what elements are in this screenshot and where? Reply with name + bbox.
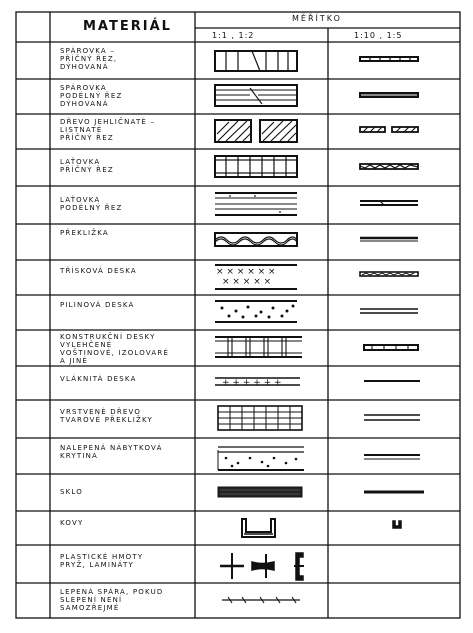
latovka-longitudinal-hatch-icon [215, 193, 418, 215]
material-label: PILINOVÁ DESKA [60, 301, 135, 309]
plywood-hatch-icon [215, 233, 418, 246]
material-label: PLASTICKÉ HMOTY PRYŽ, LAMINÁTY [60, 553, 144, 569]
material-label: DŘEVO JEHLIČNATÉ – LISTNATÉ PŘÍČNÝ ŘEZ [60, 118, 156, 142]
material-label: KONSTRUKČNÍ DESKY VYLEHČENÉ VOŠTINOVÉ, IZOLOVARÉ A JINÉ [60, 333, 170, 365]
honeycomb-board-hatch-icon [215, 337, 418, 357]
material-label: KOVY [60, 519, 84, 527]
scale-1-1-header: 1:1 , 1:2 [212, 31, 255, 40]
material-label: NALEPENÁ NÁBYTKOVÁ KRYTINA [60, 444, 163, 460]
material-label: VRSTVENÉ DŘEVO TVAROVÉ PŘEKLIŽKY [60, 408, 153, 424]
scale-column-header: MĚŘÍTKO [292, 14, 342, 23]
plastic-profile-icon [220, 553, 304, 580]
material-label: LEPENÁ SPÁRA, POKUD SLEPENÍ NENÍ SAMOZŘEJMÉ [60, 588, 164, 612]
material-label: LAŤOVKA PODÉLNÝ ŘEZ [60, 196, 123, 212]
furniture-covering-hatch-icon [218, 447, 420, 470]
wood-cross-hatch-icon [215, 120, 418, 142]
sparovka-cross-hatch-icon [215, 51, 418, 71]
material-label: LAŤOVKA PŘÍČNÝ ŘEZ [60, 158, 114, 174]
sparovka-longitudinal-hatch-icon [215, 85, 418, 106]
layered-wood-hatch-icon [218, 406, 420, 430]
material-label: TŘÍSKOVÁ DESKA [60, 267, 137, 275]
scale-1-10-header: 1:10 , 1:5 [354, 31, 403, 40]
svg-text:× × × × × ×: × × × × × × [216, 267, 276, 277]
material-column-header: MATERIÁL [83, 19, 172, 34]
latovka-cross-hatch-icon [215, 156, 418, 177]
sawdust-board-hatch-icon [215, 301, 418, 322]
material-label: PŘEKLIŽKA [60, 229, 109, 237]
material-label: SKLO [60, 488, 83, 496]
material-label: SPÁROVKA PODÉLNÝ ŘEZ DÝHOVANÁ [60, 84, 123, 108]
glued-joint-icon [222, 597, 300, 603]
svg-text:× × × × ×: × × × × × [222, 277, 272, 287]
material-label: VLÁKNITÁ DESKA [60, 375, 137, 383]
glass-hatch-icon [218, 487, 424, 497]
chipboard-hatch-icon [215, 265, 418, 289]
fibreboard-hatch-icon [215, 378, 420, 388]
metal-profile-icon [242, 519, 401, 537]
svg-text:+ + + + + +: + + + + + + [222, 378, 282, 388]
material-label: SPÁROVKA – PŘÍČNÝ ŘEZ, DÝHOVANÁ [60, 47, 118, 71]
